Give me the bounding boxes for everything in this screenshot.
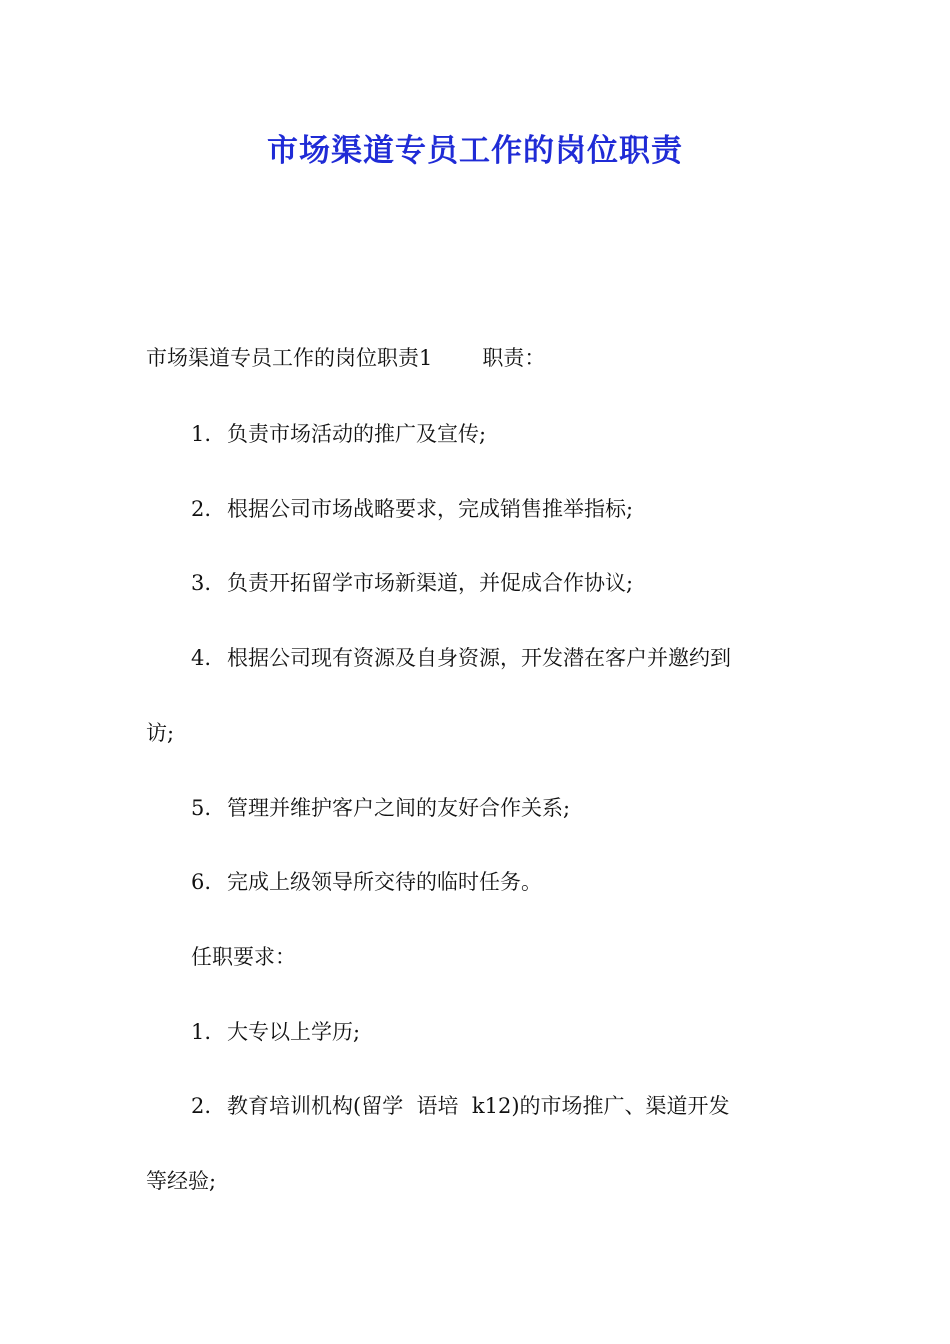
section-heading: 市场渠道专员工作的岗位职责1 <box>146 346 433 370</box>
requirements-label: 任职要求： <box>191 945 296 969</box>
duty-text: 根据公司现有资源及自身资源，开发潜在客户并邀约到 <box>227 646 731 670</box>
duty-text: 根据公司市场战略要求，完成销售推举指标; <box>227 497 634 521</box>
duty-text: 负责市场活动的推广及宣传; <box>227 422 487 446</box>
duty-number: 1. <box>191 422 212 446</box>
requirement-text: 大专以上学历; <box>227 1020 361 1044</box>
document-title: 市场渠道专员工作的岗位职责 <box>267 133 683 169</box>
requirement-number: 1. <box>191 1020 212 1044</box>
duty-number: 4. <box>191 646 212 670</box>
requirement-continuation-text: 等经验; <box>146 1169 217 1193</box>
duty-item <box>191 867 871 897</box>
duty-item <box>191 419 871 449</box>
duties-label: 职责： <box>482 346 546 370</box>
duty-item <box>191 494 871 524</box>
requirement-text: 教育培训机构(留学 语培 k12)的市场推广、渠道开发 <box>227 1094 730 1118</box>
requirements-label-line <box>191 942 871 972</box>
duty-continuation <box>146 718 826 748</box>
duty-item <box>191 643 871 673</box>
requirement-item <box>191 1091 871 1121</box>
requirement-item <box>191 1017 871 1047</box>
duty-number: 6. <box>191 870 212 894</box>
duty-text: 管理并维护客户之间的友好合作关系; <box>227 796 571 820</box>
duty-number: 3. <box>191 571 212 595</box>
duty-number: 2. <box>191 497 212 521</box>
duty-continuation-text: 访; <box>146 721 175 745</box>
requirement-continuation <box>146 1166 826 1196</box>
duty-item <box>191 568 871 598</box>
duty-text: 负责开拓留学市场新渠道，并促成合作协议; <box>227 571 634 595</box>
duty-item <box>191 793 871 823</box>
duty-text: 完成上级领导所交待的临时任务。 <box>227 870 542 894</box>
section-heading-line <box>146 343 826 373</box>
duty-number: 5. <box>191 796 212 820</box>
requirement-number: 2. <box>191 1094 212 1118</box>
